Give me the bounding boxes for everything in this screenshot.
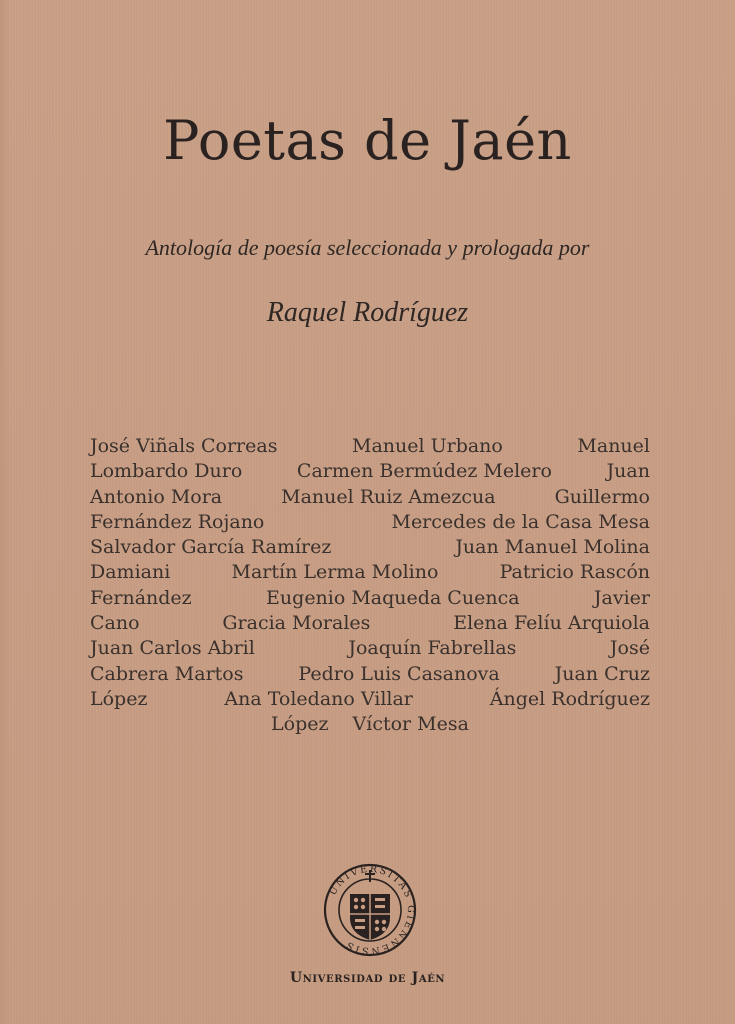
author-name: López — [271, 713, 329, 736]
author-name: Juan Carlos Abril — [90, 637, 255, 660]
author-name: Juan — [606, 460, 650, 483]
author-name: Gracia Morales — [222, 612, 371, 635]
author-name: Elena Felíu Arquiola — [453, 612, 650, 635]
author-name: Salvador García Ramírez — [90, 536, 332, 559]
author-line — [90, 636, 650, 661]
author-line — [90, 434, 650, 459]
book-subtitle: Antología de poesía seleccionada y prologada por — [145, 235, 590, 260]
university-seal-icon — [322, 862, 418, 958]
author-name: José — [609, 637, 650, 660]
author-name: Patricio Rascón — [499, 561, 650, 584]
author-name: Juan Manuel Molina — [455, 536, 650, 559]
author-line — [90, 662, 650, 687]
author-line — [90, 535, 650, 560]
author-name: López — [90, 687, 148, 710]
author-name: Manuel Ruiz Amezcua — [281, 485, 496, 508]
author-name: Fernández Rojano — [90, 510, 265, 533]
author-name: Joaquín Fabrellas — [348, 637, 517, 660]
author-line — [90, 560, 650, 585]
author-name: Eugenio Maqueda Cuenca — [266, 586, 520, 609]
editor-name: Raquel Rodríguez — [266, 297, 469, 328]
author-line — [90, 611, 650, 636]
author-name: Martín Lerma Molino — [231, 561, 439, 584]
seal-text: UNIVERSITAS GIENNENSIS — [327, 863, 417, 957]
author-name: Carmen Bermúdez Melero — [296, 460, 552, 483]
author-name: Damiani — [90, 561, 171, 584]
author-name: Lombardo Duro — [90, 460, 243, 483]
author-line — [90, 510, 650, 535]
author-name: Víctor Mesa — [352, 713, 469, 736]
author-list — [90, 434, 650, 738]
author-name: Guillermo — [554, 485, 650, 508]
publisher-name: Universidad de Jaén — [289, 970, 446, 986]
author-line — [90, 485, 650, 510]
author-name: Juan Cruz — [554, 662, 650, 685]
author-name: Pedro Luis Casanova — [298, 662, 500, 685]
author-line — [90, 459, 650, 484]
author-name: Javier — [593, 586, 650, 609]
author-line — [90, 712, 650, 737]
author-name: Cano — [90, 612, 140, 635]
author-name: Mercedes de la Casa Mesa — [391, 510, 650, 533]
author-name: José Viñals Correas — [90, 435, 278, 457]
book-title: Poetas de Jaén — [163, 109, 572, 172]
author-line — [90, 687, 650, 712]
author-name: Antonio Mora — [90, 485, 223, 508]
author-name: Manuel Urbano — [351, 435, 503, 457]
author-name: Manuel — [577, 435, 650, 457]
author-line — [90, 586, 650, 611]
author-name: Fernández — [90, 586, 192, 609]
author-name: Ángel Rodríguez — [489, 687, 650, 710]
author-name: Ana Toledano Villar — [224, 687, 413, 710]
author-name: Cabrera Martos — [90, 662, 244, 685]
